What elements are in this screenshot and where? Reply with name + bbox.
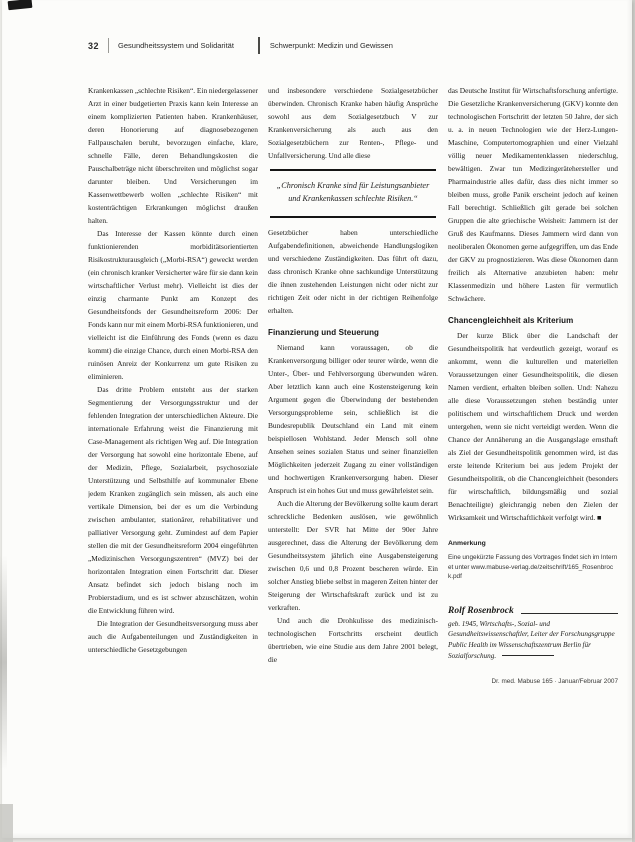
paragraph-text: Der kurze Blick über die Landschaft der Gesundheitspolitik hat verdeutlich gezeigt, worauf es ankommt, wenn die kulturellen und materiellen Voraussetzungen einer Gesundheitspolitik, die diesen Namen verdient, erhalten bleiben sollen. Und: Nahezu alle diese Voraussetzungen stehen beständig unter politischem und wirtschaftlichem Druck und werden untergehen, wenn sie nicht verteidigt werden. Wenn die Chance der Annäherung an die Ausgangslage ernsthaft als Ziel der Gesundheitspolitik genommen wird, ist das erste leitende Kriterium bei aus jedem Projekt der Gesundheitspolitik, ob die Chancengleichheit (besonders für wirtschaftlich, bildungsmäßig und sozial Benachteiligte) gleichrangig neben den Zielen der Wirksamkeit und Wirtschaftlichkeit verfolgt wird.: [448, 331, 618, 522]
author-name-row: [448, 606, 618, 616]
header-divider: [108, 38, 109, 53]
pull-quote: „Chronisch Kranke sind für Leistungsanbieter und Krankenkassen schlechte Risiken.“: [270, 169, 436, 218]
column-1: [88, 84, 258, 798]
scan-artifact-left-streak: [0, 555, 7, 770]
header-section-title: Gesundheitssystem und Solidarität: [118, 41, 234, 50]
paragraph: Und auch die Drohkulisse des medizinisch-technologischen Fortschritts erscheint deutlich übertrieben, wie eine Studie aus dem Jahre 2001 belegt, die: [268, 616, 438, 664]
author-bio-text: [448, 619, 618, 662]
scan-artifact-bottom-left: [0, 804, 13, 842]
paragraph: Das dritte Problem entsteht aus der starken Segmentierung der Versorgungsstruktur und der fehlenden Integration der unterschiedlichen Akteure. Die internationale Erfahrung weist die Finanzierung mit Case-Management als richtigen Weg auf. Die Integration der Versorgung hat sowohl eine horizontale Ebene, auf der Medizin, Pflege, Sozialarbeit, psychosoziale Unterstützung und Selbsthilfe auf kommunaler Ebene jedem Kranken zugänglich sein müssen, als auch eine vertikale Dimension, bei der es um die Verbindung zwischen ambulanter, stationärer, rehabilitativer und palliativer Versorgung geht. Zumindest auf dem Papier stellen die mit der Gesundheitsreform 2004 eingeführten „Medizinischen Versorgungszentren“ (MVZ) bei der horizontalen Integration einen Fortschritt dar. Dieser Ansatz befindet sich jedoch bislang noch im Probierstadium, und es ist schwer abzuschätzen, wohin die Entwicklung führen wird.: [88, 385, 258, 615]
paragraph: das Deutsche Institut für Wirtschaftsforschung anfertigte. Die Gesetzliche Krankenversicherung (GKV) konnte den technologischen Fortschritt der letzten 50 Jahre, der sich u. a. in neuen Technologien wie der Herz-Lungen-Maschine, Computertomographien und einer Vielzahl völlig neuer Medikamentenklassen niederschlug, bewältigen. Zwar tun Medizingerätehersteller und Pharmaindustrie alles dafür, dass dies nicht immer so bleiben muss, große Panik erscheint jedoch auf keinen Fall berechtigt. Schließlich gilt gerade bei solchen Gruppen die alte griechische Weisheit: Jammern ist der Gruß des Kaufmanns. Dieses Jammern wird dann von neoliberalen Ökonomen gerne aufgegriffen, um das Ende der GKV zu prognostizieren. Was diese Ökonomen dann freilich als Alternative anzubieten haben: mehr Klassenmedizin und höhere Lasten für vermutlich Schwächere.: [448, 86, 618, 303]
paragraph: Das Interesse der Kassen könnte durch einen funktionierenden morbiditätsorientierten Risikostrukturausgleich („Morbi-RSA“) geweckt werden (ein chronisch kranker Versicherter wäre für sie dann kein wirtschaftlicher Verlust mehr). Vielleicht ist dies der einzig charmante Punkt am Konzept des Gesundheitsfonds der Gesundheitsreform 2006: Der Fonds kann nur mit einem Morbi-RSA funktionieren, und vielleicht ist die Einführung des Fonds (wenn es dazu kommt) die einzige Chance, durch einen Morbi-RSA den ruinösen Anreiz der Konkurrenz um gute Risiken zu eliminieren.: [88, 229, 258, 381]
author-name: Rolf Rosenbrock: [448, 605, 514, 616]
column-2: [268, 84, 438, 798]
author-rule: [521, 613, 618, 614]
author-bio-block: [448, 606, 618, 662]
paragraph: und insbesondere verschiedene Sozialgesetzbücher überwinden. Chronisch Kranke haben häufig Ansprüche sowohl aus dem Sozialgesetzbuch V zur Krankenversicherung als auch aus den Sozialgesetzbüchern zur Renten-, Pflege- und Unfallversicherung. Und alle diese: [268, 86, 438, 160]
paragraph: Niemand kann voraussagen, ob die Krankenversorgung billiger oder teurer würde, wenn die Unter-, Über- und Fehlversorgung überwunden wären. Aber letztlich kann auch eine Kostensteigerung kein Argument gegen die Überwindung der bestehenden Versorgungsprobleme sein, schließlich ist die Bundesrepublik Deutschland ein Land mit einem beispiellosen Wohlstand. Jeder Mensch soll ohne Ansehen seines sozialen Status und seiner finanziellen Möglichkeiten jederzeit Zugang zu einer vollständigen und hochwertigen Krankenversorgung haben. Dieser Anspruch ist ein hohes Gut und muss gewährleistet sein.: [268, 343, 438, 495]
journal-footer: Dr. med. Mabuse 165 · Januar/Februar 2007: [491, 677, 618, 685]
page-header: [88, 37, 393, 54]
article-columns: [88, 84, 618, 798]
note-text: Eine ungekürzte Fassung des Vortrages findet sich im Internet unter www.mabuse-verlag.de/zeitschrift/165_Rosenbrock.pdf: [448, 554, 618, 580]
page-number: 32: [88, 40, 100, 51]
author-bio: geb. 1945, Wirtschafts-, Sozial- und Gesundheitswissenschaftler, Leiter der Forschungsgruppe Public Health im Wissenschaftszentrum Berlin für Sozialforschung.: [448, 619, 615, 660]
note-block: [448, 537, 618, 582]
subheading-finanzierung: Finanzierung und Steuerung: [268, 328, 380, 337]
paragraph: Die Integration der Gesundheitsversorgung muss aber auch die Aufgabenteilungen und Zuständigkeiten in unterschiedliche Gesetzgebungen: [88, 619, 258, 654]
author-bio-tail-rule: [502, 655, 554, 656]
paragraph: Auch die Alterung der Bevölkerung sollte kaum derart schreckliche Bedenken auslösen, wie gewöhnlich unterstellt: Der SVR hat Mitte der 90er Jahre ausgerechnet, dass die Alterung der Bevölkerung dem Gesundheitssystem jährlich eine Ausgabensteigerung zwischen 0,6 und 0,8 Prozent bescheren würde. Ein solcher Anstieg bliebe selbst in mageren Zeiten hinter der Steigerung der Wirtschaftskraft zurück und ist zu verkraften.: [268, 499, 438, 612]
end-of-article-marker: ■: [596, 513, 602, 522]
paragraph: Krankenkassen „schlechte Risiken“. Ein niedergelassener Arzt in einer budgetierten Praxis kann kein Interesse an einem komplizierten Patienten haben. Krankenhäuser, deren Honorierung auf diagnosebezogenen Fallpauschalen beruht, bevorzugen einfache, klare, schnelle Fälle, deren Behandlungskosten die Pauschalbeträge nicht überschreiten und möglichst sogar darunter bleiben. Und Versicherungen im Kassenwettbewerb wollen „schlechte Risiken“ mit kostenträchtigen Erkrankungen möglichst draußen halten.: [88, 86, 258, 225]
note-heading: Anmerkung: [448, 540, 486, 547]
paragraph: Gesetzbücher haben unterschiedliche Aufgabendefinitionen, abweichende Handlungslogiken und verschiedene Zuständigkeiten. Das führt oft dazu, dass chronisch Kranke ohne sachkundige Unterstützung die ihnen zustehenden Leistungen nicht oder nicht zur richtigen Zeit oder nicht in der richtigen Reihenfolge erhalten.: [268, 228, 438, 315]
header-divider-thick: [258, 37, 260, 54]
header-focus-title: Schwerpunkt: Medizin und Gewissen: [269, 41, 393, 50]
paragraph: [448, 329, 618, 524]
subheading-chancengleichheit: Chancengleichheit als Kriterium: [448, 316, 574, 325]
column-3: [448, 84, 618, 798]
